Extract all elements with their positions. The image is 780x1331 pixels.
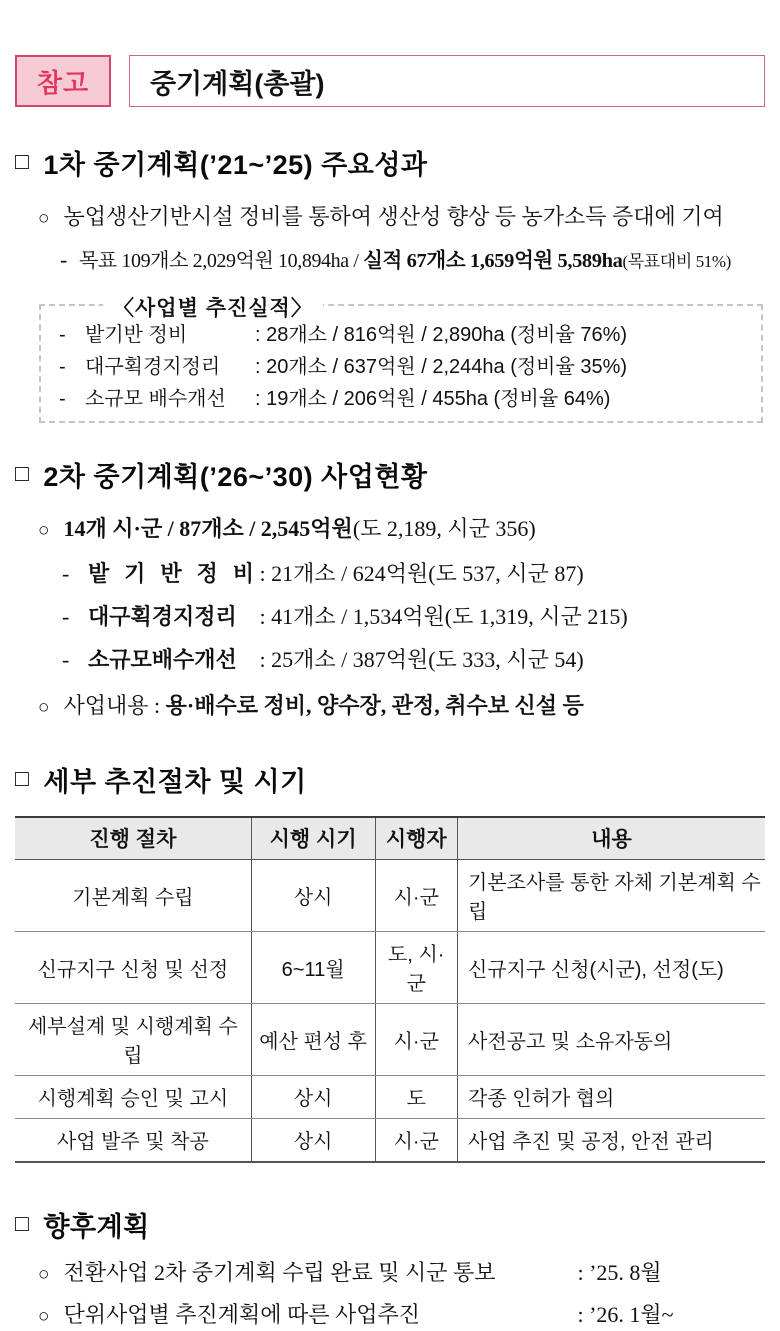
circle-bullet-icon: ○ xyxy=(38,1264,50,1285)
cell-procedure: 기본계획 수립 xyxy=(15,860,251,932)
section3-heading-text: 세부 추진절차 및 시기 xyxy=(43,767,307,797)
performance-item-label: 대구획경지정리 xyxy=(85,356,221,378)
cell-content: 기본조사를 통한 자체 기본계획 수립 xyxy=(458,860,766,932)
cell-actor: 시·군 xyxy=(375,860,458,932)
performance-item-sogyumo xyxy=(59,383,753,415)
section2-heading xyxy=(15,455,765,494)
future-plan-item-notify xyxy=(15,1259,765,1289)
plan2-item-value: : 41개소 / 1,534억원(도 1,319, 시군 215) xyxy=(259,604,628,629)
cell-procedure: 세부설계 및 시행계획 수립 xyxy=(15,1004,251,1076)
reference-badge-label: 참고 xyxy=(36,67,90,98)
dash-bullet-icon: - xyxy=(59,324,66,346)
future-plan-date: : ’26. 1월~ xyxy=(577,1302,674,1327)
col-header-timing: 시행 시기 xyxy=(251,817,375,860)
table-row xyxy=(15,932,765,1004)
section2-contents xyxy=(15,692,765,722)
cell-timing: 예산 편성 후 xyxy=(251,1004,375,1076)
summary-breakdown: (도 2,189, 시군 356) xyxy=(352,516,536,541)
performance-box-legend: 〈사업별 추진실적〉 xyxy=(103,292,323,322)
circle-bullet-icon: ○ xyxy=(38,697,50,718)
dash-bullet-icon: - xyxy=(60,247,67,272)
section-plan2-status xyxy=(15,455,765,722)
reference-badge xyxy=(15,55,111,107)
cell-actor: 시·군 xyxy=(375,1004,458,1076)
dash-bullet-icon: - xyxy=(62,604,70,629)
procedure-table-body xyxy=(15,860,765,1163)
dash-bullet-icon: - xyxy=(59,356,66,378)
procedure-table xyxy=(15,816,765,1163)
performance-item-daguhoek xyxy=(59,351,753,383)
section2-contents-text xyxy=(63,692,583,720)
cell-content: 각종 인허가 협의 xyxy=(458,1076,766,1119)
procedure-table-head xyxy=(15,817,765,860)
section4-heading xyxy=(15,1205,765,1244)
circle-bullet-icon: ○ xyxy=(38,520,50,541)
cell-timing: 상시 xyxy=(251,1076,375,1119)
col-header-content: 내용 xyxy=(458,817,766,860)
square-marker-icon: □ xyxy=(15,765,30,791)
table-row xyxy=(15,1076,765,1119)
table-row xyxy=(15,1004,765,1076)
cell-content: 사업 추진 및 공정, 안전 관리 xyxy=(458,1119,766,1163)
dash-bullet-icon: - xyxy=(62,561,70,586)
dash-bullet-icon: - xyxy=(62,647,70,672)
cell-content: 신규지구 신청(시군), 선정(도) xyxy=(458,932,766,1004)
document-header xyxy=(15,0,765,107)
section3-heading xyxy=(15,760,765,799)
plan2-item-value: : 25개소 / 387억원(도 333, 시군 54) xyxy=(259,647,584,672)
result-target: 목표 109개소 2,029억원 10,894ha / xyxy=(78,250,364,272)
plan2-item-daguhoek xyxy=(15,603,765,631)
future-plan-date: : ’25. 8월 xyxy=(577,1260,662,1285)
contents-label: 사업내용 : xyxy=(63,693,166,718)
plan2-item-value: : 21개소 / 624억원(도 537, 시군 87) xyxy=(259,561,584,586)
contents-detail: 용·배수로 정비, 양수장, 관정, 취수보 신설 등 xyxy=(165,693,584,718)
plan2-item-label: 소규모배수개선 xyxy=(88,647,237,672)
title-box xyxy=(129,55,765,107)
cell-actor: 도 xyxy=(375,1076,458,1119)
performance-item-value: : 20개소 / 637억원 / 2,244ha (정비율 35%) xyxy=(255,356,628,378)
section1-result-text xyxy=(79,247,731,276)
section2-summary xyxy=(15,515,765,545)
cell-timing: 상시 xyxy=(251,1119,375,1163)
page-title: 중기계획(총괄) xyxy=(150,68,325,99)
performance-item-batgiban xyxy=(59,319,753,351)
performance-item-value: : 19개소 / 206억원 / 455ha (정비율 64%) xyxy=(255,388,611,410)
square-marker-icon: □ xyxy=(15,460,30,486)
circle-bullet-icon: ○ xyxy=(38,1306,50,1327)
square-marker-icon: □ xyxy=(15,148,30,174)
performance-item-label: 소규모 배수개선 xyxy=(85,388,226,410)
col-header-procedure: 진행 절차 xyxy=(15,817,251,860)
dash-bullet-icon: - xyxy=(59,388,66,410)
col-header-actor: 시행자 xyxy=(375,817,458,860)
performance-item-value: : 28개소 / 816억원 / 2,890ha (정비율 76%) xyxy=(255,324,628,346)
cell-actor: 시·군 xyxy=(375,1119,458,1163)
cell-actor: 도, 시·군 xyxy=(375,932,458,1004)
circle-bullet-icon: ○ xyxy=(38,208,50,229)
plan2-item-label: 밭 기 반 정 비 xyxy=(88,561,254,586)
summary-totals: 14개 시·군 / 87개소 / 2,545억원 xyxy=(63,516,353,541)
section4-heading-text: 향후계획 xyxy=(43,1212,150,1242)
performance-box xyxy=(39,297,763,423)
section-procedure xyxy=(15,760,765,1163)
section-plan1-performance xyxy=(15,143,765,423)
plan2-item-label: 대구획경지정리 xyxy=(88,604,237,629)
performance-item-label: 밭기반 정비 xyxy=(85,324,188,346)
section1-heading xyxy=(15,143,765,182)
cell-procedure: 사업 발주 및 착공 xyxy=(56,1131,209,1153)
table-row xyxy=(15,1119,765,1163)
table-row xyxy=(15,860,765,932)
section1-result-line xyxy=(15,246,765,276)
plan2-item-batgiban xyxy=(15,560,765,588)
result-note: (목표대비 51%) xyxy=(622,252,731,271)
future-plan-text: 단위사업별 추진계획에 따른 사업추진 xyxy=(63,1302,421,1327)
cell-timing: 상시 xyxy=(251,860,375,932)
table-header-row xyxy=(15,817,765,860)
cell-procedure: 시행계획 승인 및 고시 xyxy=(15,1076,251,1119)
section2-summary-text xyxy=(63,515,535,543)
plan2-item-sogyumo xyxy=(15,646,765,674)
square-marker-icon: □ xyxy=(15,1210,30,1236)
section1-bullet xyxy=(15,203,765,233)
result-actual: 실적 67개소 1,659억원 5,589ha xyxy=(363,250,623,272)
cell-timing: 6~11월 xyxy=(251,932,375,1004)
future-plan-text: 전환사업 2차 중기계획 수립 완료 및 시군 통보 xyxy=(63,1260,496,1285)
section1-heading-text: 1차 중기계획(’21~’25) 주요성과 xyxy=(43,150,428,180)
cell-procedure: 신규지구 신청 및 선정 xyxy=(15,932,251,1004)
section2-heading-text: 2차 중기계획(’26~’30) 사업현황 xyxy=(43,462,428,492)
future-plan-item-execute xyxy=(15,1301,765,1331)
section-future-plan xyxy=(15,1205,765,1331)
section1-bullet-text: 농업생산기반시설 정비를 통하여 생산성 향상 등 농가소득 증대에 기여 xyxy=(63,204,724,229)
cell-content: 사전공고 및 소유자동의 xyxy=(458,1004,766,1076)
